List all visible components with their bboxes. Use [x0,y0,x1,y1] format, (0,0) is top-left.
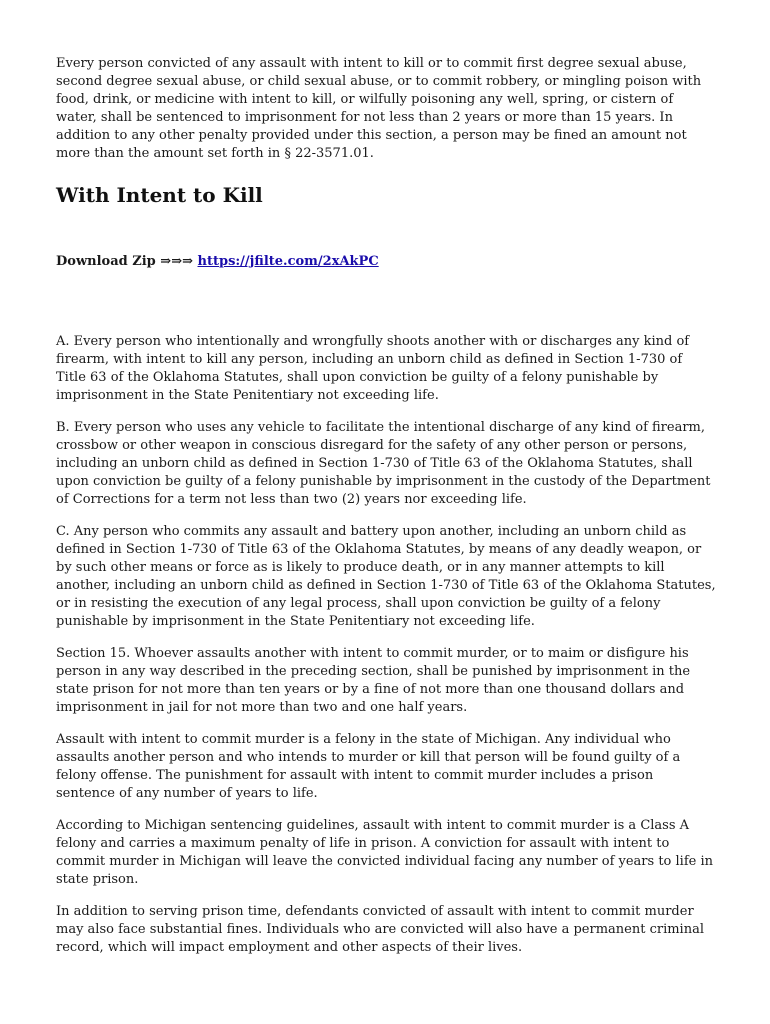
download-label: Download Zip [56,254,156,269]
intro-paragraph: Every person convicted of any assault with intent to kill or to commit first degree sexual abuse, second degree sexual abuse, or child sexual abuse, or to commit robbery, or mingling poison with food, drink, or medicine with intent to kill, or wilfully poisoning any well, spring, or cistern of water, shall be sentenced to imprisonment for not less than 2 years or more than 15 years. In addition to any other penalty provided under this section, a person may be fined an amount not more than the amount set forth in § 22-3571.01. [56,56,702,161]
arrow-icon: ⇒⇒⇒ [160,254,193,269]
section-heading: With Intent to Kill [56,183,263,207]
download-line [56,253,716,271]
paragraph-section-15: Section 15. Whoever assaults another with intent to commit murder, or to maim or disfigure his person in any way described in the preceding section, shall be punished by imprisonment in the state prison for not more than ten years or by a fine of not more than one thousand dollars and imprisonment in jail for not more than two and one half years. [56,646,691,715]
paragraph-a: A. Every person who intentionally and wrongfully shoots another with or discharges any kind of firearm, with intent to kill any person, including an unborn child as defined in Section 1-730 of Title 63 of the Oklahoma Statutes, shall upon conviction be guilty of a felony punishable by imprisonment in the State Penitentiary not exceeding life. [56,334,690,403]
article-body [56,333,716,957]
paragraph-fines: In addition to serving prison time, defendants convicted of assault with intent to commit murder may also face substantial fines. Individuals who are convicted will also have a permanent criminal record, which will impact employment and other aspects of their lives. [56,904,704,955]
paragraph-sentencing-guidelines: According to Michigan sentencing guidelines, assault with intent to commit murder is a Class A felony and carries a maximum penalty of life in prison. A conviction for assault with intent to commit murder in Michigan will leave the convicted individual facing any number of years to life in state prison. [56,818,713,887]
paragraph-b: B. Every person who uses any vehicle to facilitate the intentional discharge of any kind of firearm, crossbow or other weapon in conscious disregard for the safety of any other person or persons, including an unborn child as defined in Section 1-730 of Title 63 of the Oklahoma Statutes, shall upon conviction be guilty of a felony punishable by imprisonment in the custody of the Department of Corrections for a term not less than two (2) years nor exceeding life. [56,420,711,507]
document-page [56,55,716,971]
paragraph-michigan-felony: Assault with intent to commit murder is a felony in the state of Michigan. Any individual who assaults another person and who intends to murder or kill that person will be found guilty of a felony offense. The punishment for assault with intent to commit murder includes a prison sentence of any number of years to life. [56,732,681,801]
download-link[interactable]: https://jfilte.com/2xAkPC [197,254,379,269]
paragraph-c: C. Any person who commits any assault and battery upon another, including an unborn child as defined in Section 1-730 of Title 63 of the Oklahoma Statutes, by means of any deadly weapon, or by such other means or force as is likely to produce death, or in any manner attempts to kill another, including an unborn child as defined in Section 1-730 of Title 63 of the Oklahoma Statutes, or in resisting the execution of any legal process, shall upon conviction be guilty of a felony punishable by imprisonment in the State Penitentiary not exceeding life. [56,524,716,629]
